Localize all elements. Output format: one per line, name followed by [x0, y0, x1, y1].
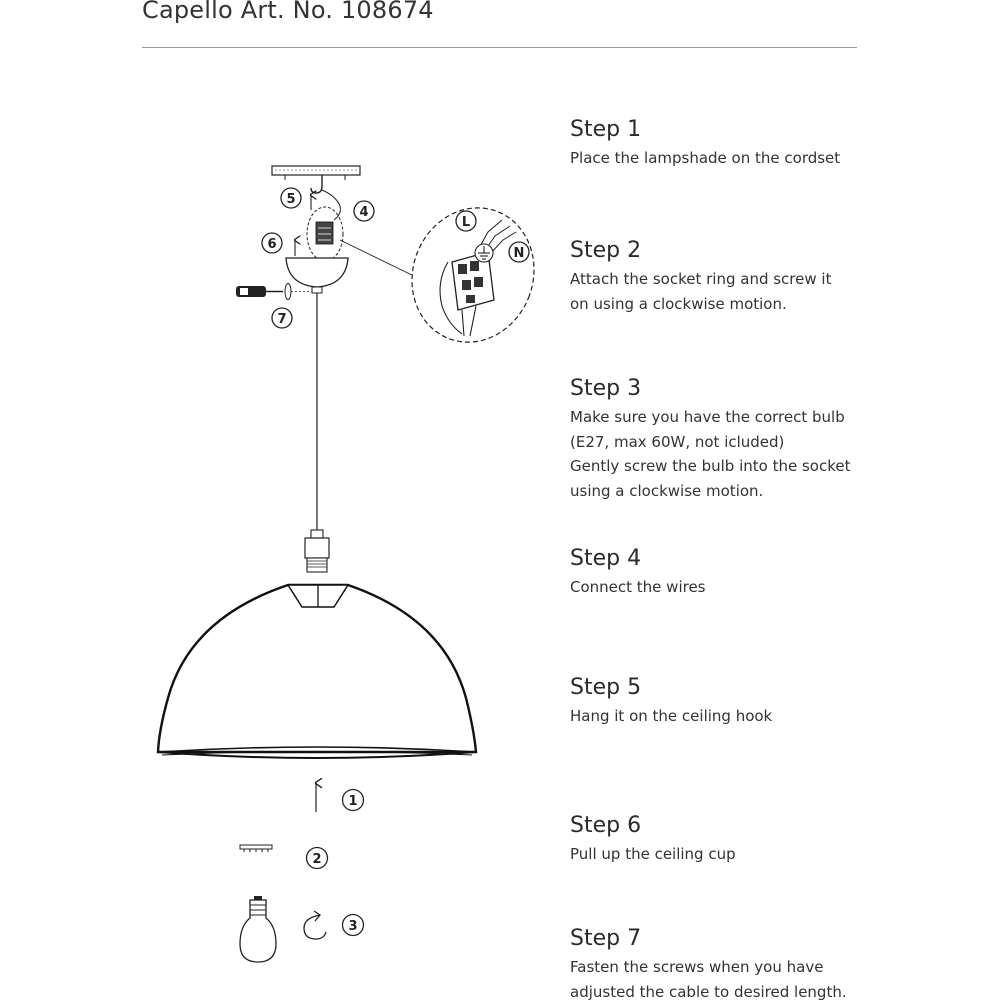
step-text: Fasten the screws when you have adjusted the cable to desired length. [570, 958, 847, 1001]
marker-7 [272, 308, 292, 328]
light-bulb-icon [240, 896, 276, 962]
socket-ring-icon [240, 845, 272, 852]
step-title: Step 6 [570, 813, 642, 838]
ceiling-hook-icon [311, 175, 340, 220]
ceiling-plate-icon [272, 166, 360, 180]
marker-live [456, 211, 476, 231]
lampshade-icon [158, 585, 476, 758]
step-title: Step 1 [570, 117, 642, 142]
ground-symbol-icon [475, 244, 493, 262]
svg-text:7: 7 [277, 312, 287, 327]
step-text: Connect the wires [570, 578, 706, 596]
marker-3 [343, 915, 364, 936]
step-text: Pull up the ceiling cup [570, 845, 736, 863]
step-title: Step 7 [570, 926, 642, 951]
svg-text:1: 1 [348, 794, 358, 809]
step-text: Hang it on the ceiling hook [570, 707, 773, 725]
step-title: Step 4 [570, 546, 642, 571]
marker-neutral [509, 242, 529, 262]
socket-icon [305, 530, 329, 572]
svg-text:6: 6 [267, 237, 277, 252]
marker-4 [354, 201, 374, 221]
wiring-detail-callout [393, 191, 552, 360]
ceiling-cup-icon [286, 258, 348, 287]
svg-text:4: 4 [359, 205, 369, 220]
svg-text:2: 2 [312, 852, 322, 867]
step-text: Attach the socket ring and screw it on using a clockwise motion. [570, 270, 832, 313]
svg-text:L: L [461, 215, 471, 230]
svg-text:N: N [513, 246, 525, 261]
rotate-clockwise-icon [304, 911, 326, 939]
step-title: Step 3 [570, 376, 642, 401]
screwdriver-icon [236, 284, 310, 300]
step-text: Make sure you have the correct bulb (E27, max 60W, not icluded) Gently screw the bulb into the socket using a clockwise motion. [570, 408, 851, 500]
marker-6 [262, 233, 282, 253]
step-title: Step 5 [570, 675, 642, 700]
marker-5 [281, 188, 301, 208]
svg-text:3: 3 [348, 919, 358, 934]
svg-text:5: 5 [286, 192, 296, 207]
page-title: Capello Art. No. 108674 [142, 0, 434, 24]
marker-1 [343, 790, 364, 811]
callout-leader [340, 240, 418, 278]
step-text: Place the lampshade on the cordset [570, 149, 841, 167]
terminal-block-icon [316, 222, 333, 244]
step-title: Step 2 [570, 238, 642, 263]
marker-2 [307, 848, 328, 869]
